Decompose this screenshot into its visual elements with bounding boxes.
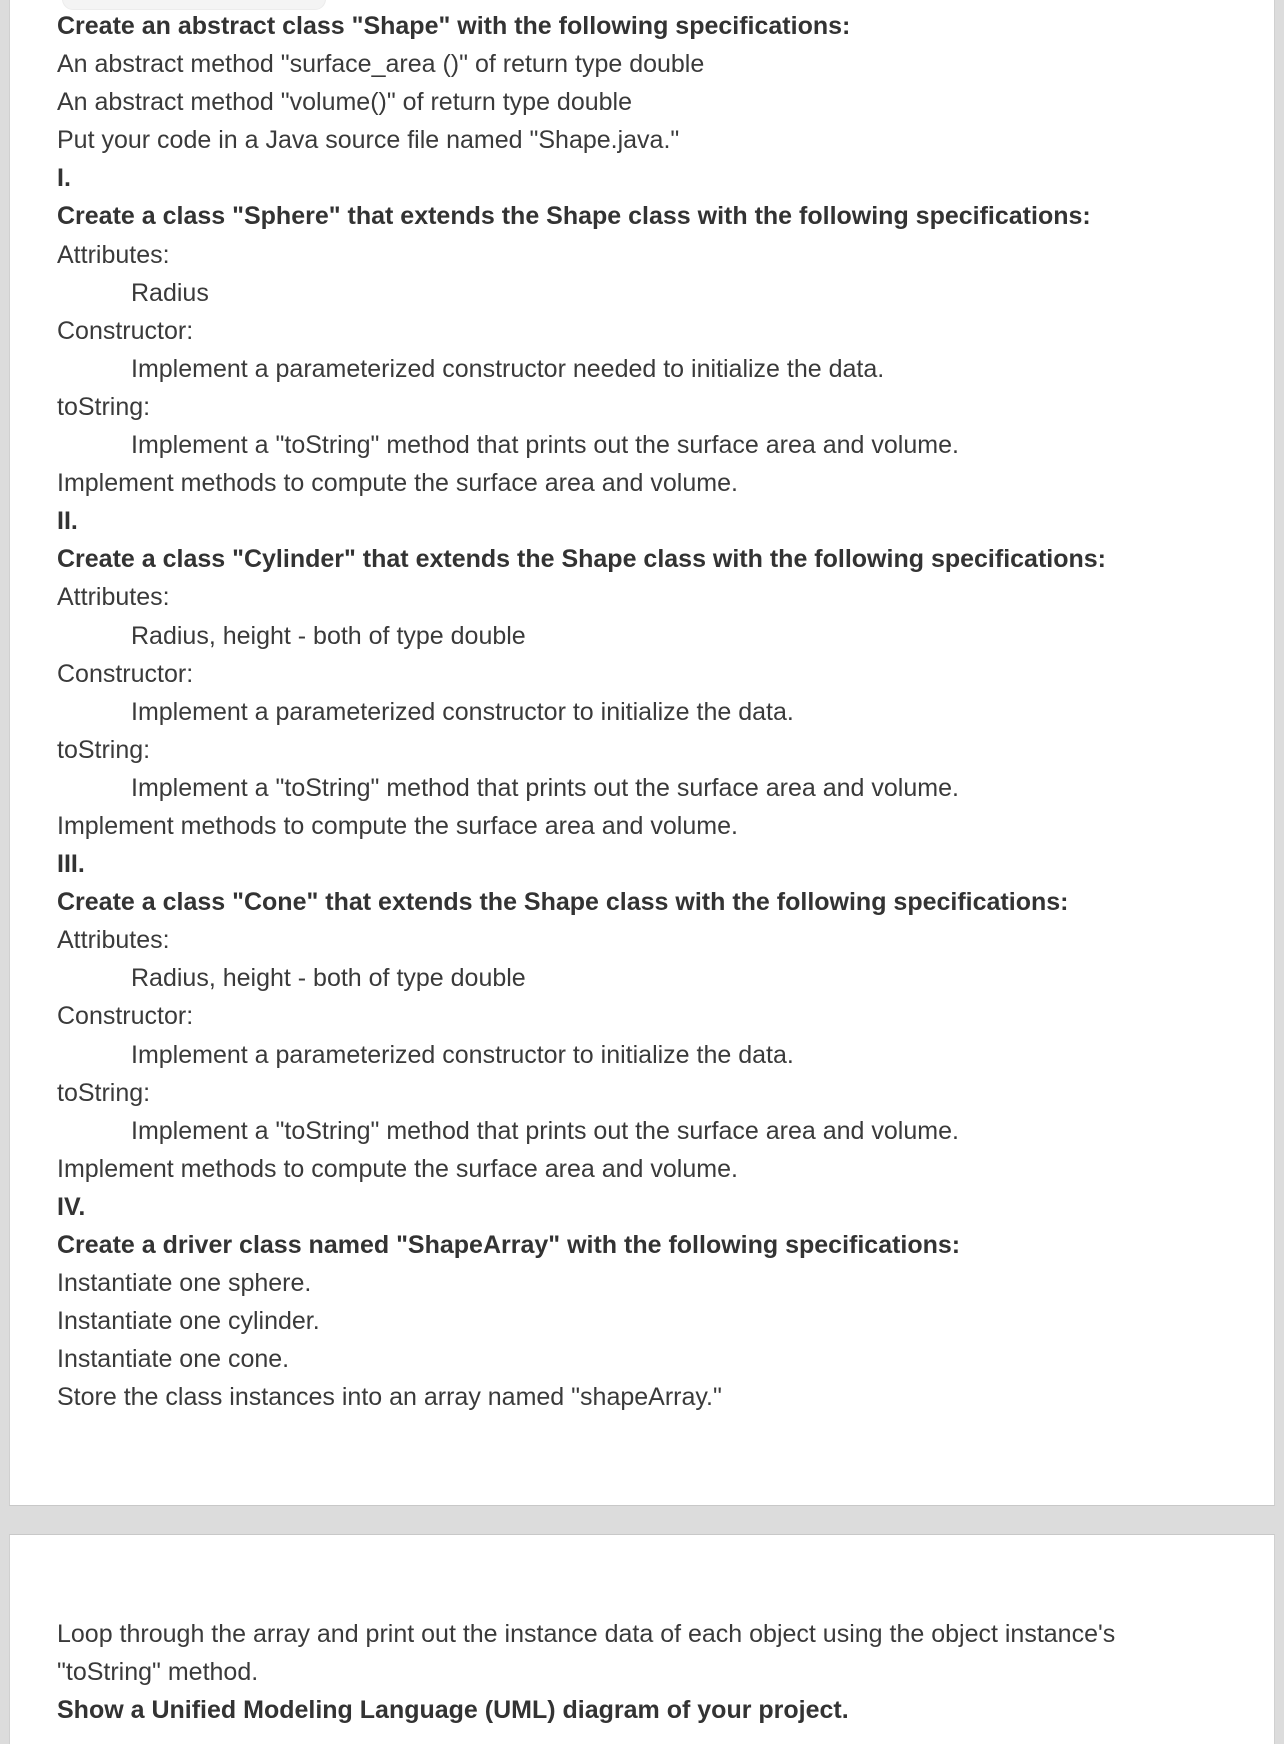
spec-label: Attributes: [57,240,170,269]
spec-line: Instantiate one cone. [57,1345,290,1374]
spec-label: toString: [57,1078,151,1107]
spec-detail: Implement a parameterized constructor to initialize the data. [131,697,794,726]
spec-line: Implement methods to compute the surface area and volume. [57,1154,738,1183]
section-number: I. [57,164,71,193]
spec-line: Implement methods to compute the surface area and volume. [57,811,738,840]
heading-sphere-class: Create a class "Sphere" that extends the Shape class with the following specifications: [57,202,1091,231]
spec-label: toString: [57,392,151,421]
spec-detail: Radius, height - both of type double [131,964,526,993]
spec-detail: Implement a parameterized constructor to initialize the data. [131,1040,794,1069]
heading-shape-class: Create an abstract class "Shape" with the following specifications: [57,12,851,40]
spec-label: toString: [57,735,151,764]
spec-label: Attributes: [57,583,170,612]
spec-line: Store the class instances into an array named "shapeArray." [57,1383,722,1412]
assignment-text-part1 [57,7,1234,1416]
spec-detail: Implement a "toString" method that prints out the surface area and volume. [131,431,959,460]
spec-line: An abstract method "volume()" of return type double [57,88,632,117]
spec-label: Attributes: [57,926,170,955]
spec-detail: Radius [131,278,209,307]
spec-line: Put your code in a Java source file named "Shape.java." [57,126,680,155]
spec-detail: Implement a "toString" method that prints out the surface area and volume. [131,773,959,802]
spec-detail: Implement a parameterized constructor needed to initialize the data. [131,354,885,383]
spec-detail: Radius, height - both of type double [131,621,526,650]
heading-uml-diagram: Show a Unified Modeling Language (UML) diagram of your project. [57,1696,849,1725]
spec-detail: Implement a "toString" method that prints out the surface area and volume. [131,1116,959,1145]
spec-line: An abstract method "surface_area ()" of return type double [57,50,705,79]
section-number: IV. [57,1192,86,1221]
assignment-card-bottom [9,1534,1275,1744]
spec-line: Loop through the array and print out the instance data of each object using the object instance's [57,1620,1116,1648]
assignment-text-part2 [57,1615,1234,1729]
spec-line: Instantiate one sphere. [57,1269,312,1298]
assignment-card-top [9,0,1275,1506]
heading-cylinder-class: Create a class "Cylinder" that extends the Shape class with the following specifications: [57,545,1106,574]
spec-line: Implement methods to compute the surface area and volume. [57,469,738,498]
spec-line: "toString" method. [57,1658,259,1687]
heading-cone-class: Create a class "Cone" that extends the Shape class with the following specifications: [57,888,1069,917]
heading-driver-class: Create a driver class named "ShapeArray" with the following specifications: [57,1231,961,1259]
spec-label: Constructor: [57,1002,194,1031]
section-number: II. [57,507,78,536]
section-number: III. [57,850,85,879]
spec-line: Instantiate one cylinder. [57,1307,320,1336]
spec-label: Constructor: [57,316,194,345]
spec-label: Constructor: [57,659,194,688]
